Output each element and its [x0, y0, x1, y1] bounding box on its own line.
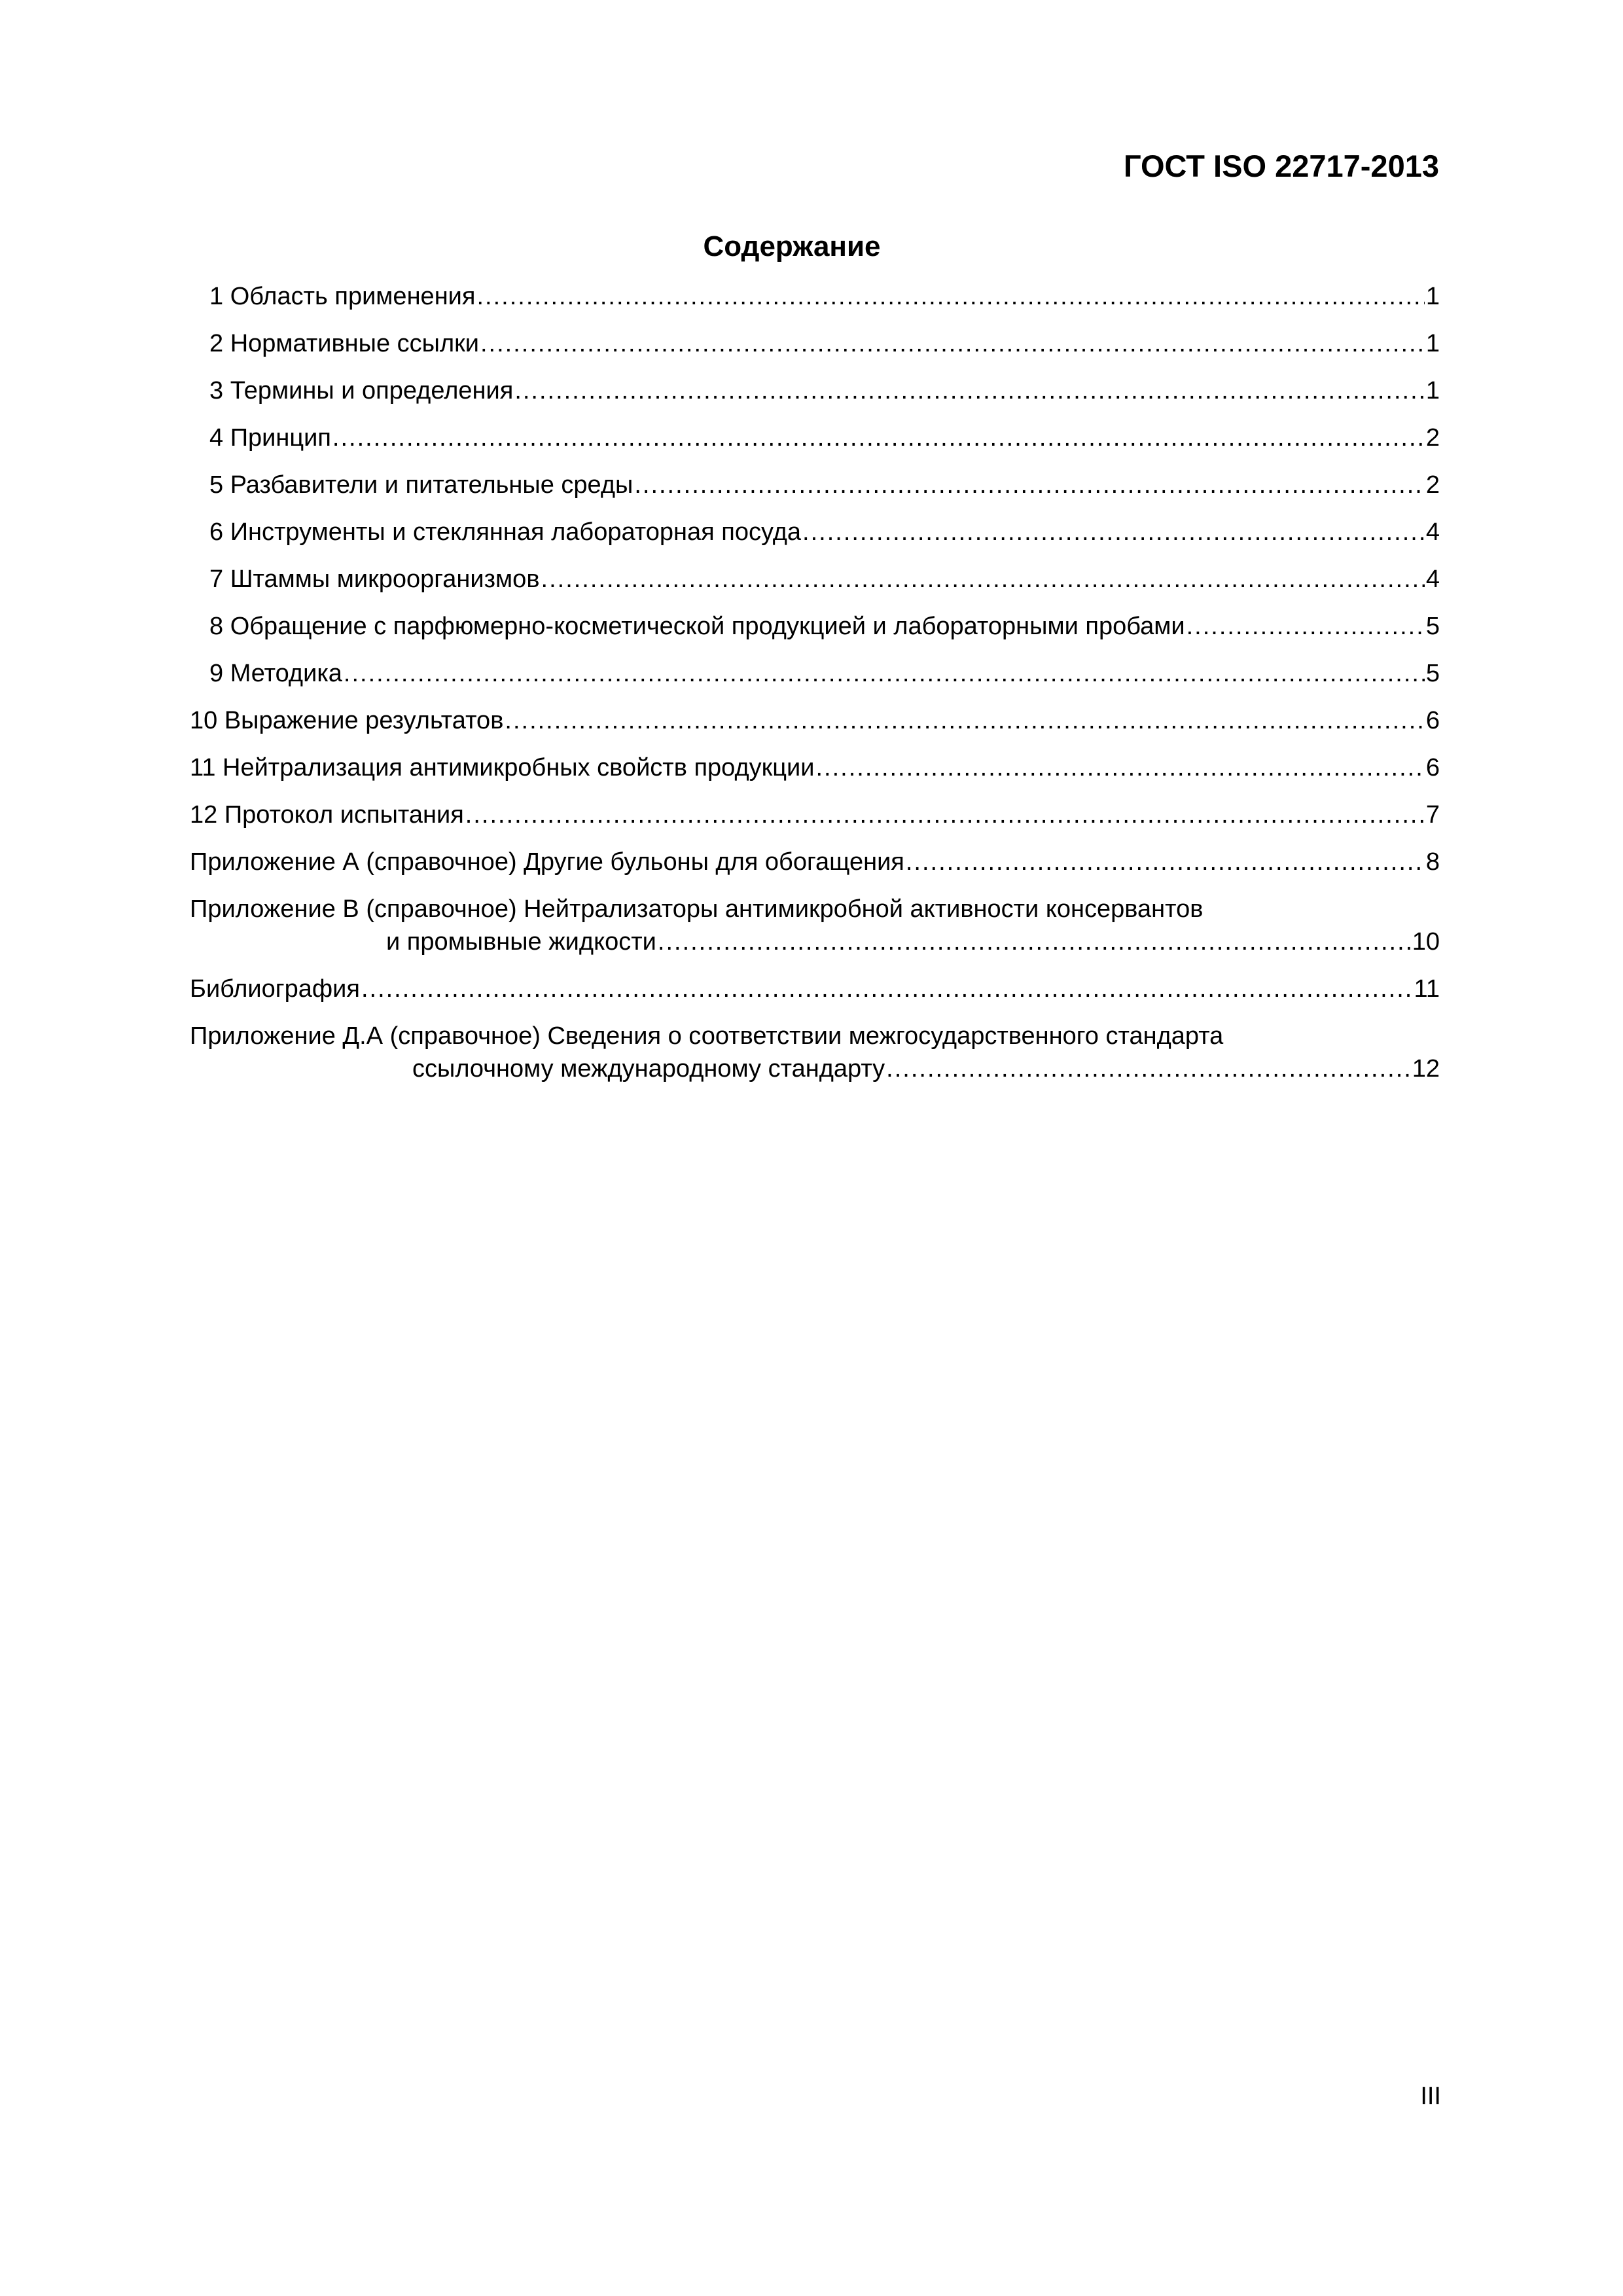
toc-title: Содержание [703, 230, 881, 262]
toc-entry-page: 2 [1425, 471, 1440, 499]
toc-entry-title: 7 Штаммы микроорганизмов [209, 565, 540, 593]
toc-entry[interactable] [190, 563, 1440, 596]
toc-entry[interactable] [190, 704, 1440, 737]
toc-entry[interactable] [190, 610, 1440, 643]
toc-entry-page: 1 [1425, 330, 1440, 357]
toc-entry-page: 1 [1425, 377, 1440, 404]
toc-entry-page: 6 [1425, 707, 1440, 734]
toc-entry-page: 5 [1425, 613, 1440, 640]
toc-entry[interactable] [190, 1020, 1440, 1085]
toc-entry[interactable] [190, 893, 1440, 958]
document-code: ГОСТ ISO 22717-2013 [1123, 149, 1439, 183]
leader-dots [476, 280, 1424, 313]
toc-entry-title: 11 Нейтрализация антимикробных свойств продукции [190, 754, 815, 781]
toc-entry-title: 10 Выражение результатов [190, 707, 504, 734]
toc-entry-title: 9 Методика [209, 660, 342, 687]
toc-entry[interactable] [190, 657, 1440, 690]
leader-dots [658, 925, 1411, 958]
toc-entry-title: 2 Нормативные ссылки [209, 330, 479, 357]
toc-entry-page: 10 [1412, 928, 1440, 956]
leader-dots [815, 751, 1424, 784]
leader-dots [514, 374, 1425, 407]
toc-entry[interactable] [190, 516, 1440, 548]
toc-entry-page: 12 [1412, 1055, 1440, 1083]
toc-entry-title: 12 Протокол испытания [190, 801, 464, 829]
toc-entry-page: 2 [1425, 424, 1440, 452]
toc-entry[interactable] [190, 469, 1440, 501]
toc-entry-title: Приложение В (справочное) Нейтрализаторы антимикробной активности консервантов [190, 895, 1204, 923]
toc-entry-page: 6 [1425, 754, 1440, 781]
toc-entry-page: 5 [1425, 660, 1440, 687]
toc-entry-page: 4 [1425, 565, 1440, 593]
toc-entry[interactable] [190, 422, 1440, 454]
toc-entry-page: 11 [1414, 975, 1440, 1003]
toc-entry[interactable] [190, 846, 1440, 878]
leader-dots [886, 1052, 1411, 1085]
toc-entry-title: Приложение Д.А (справочное) Сведения о соответствии межгосударственного стандарта [190, 1022, 1224, 1050]
leader-dots [802, 516, 1425, 548]
toc-entry[interactable] [190, 374, 1440, 407]
leader-dots [465, 798, 1425, 831]
leader-dots [1186, 610, 1425, 643]
leader-dots [344, 657, 1425, 690]
toc-entry-title: 8 Обращение с парфюмерно-косметической продукцией и лабораторными пробами [209, 613, 1185, 640]
toc-entry-title: 1 Область применения [209, 283, 476, 310]
leader-dots [541, 563, 1425, 596]
leader-dots [906, 846, 1425, 878]
toc-entry[interactable] [190, 280, 1440, 313]
toc-entry-title: 6 Инструменты и стеклянная лабораторная посуда [209, 518, 802, 546]
toc-entry[interactable] [190, 751, 1440, 784]
toc-entry-title: Приложение А (справочное) Другие бульоны для обогащения [190, 848, 904, 876]
toc-entry-title: 3 Термины и определения [209, 377, 514, 404]
toc-entry-title: Библиография [190, 975, 360, 1003]
toc-entry-page: 7 [1425, 801, 1440, 829]
toc-entry-title-continuation: ссылочному международному стандарту [412, 1055, 885, 1083]
page-number: III [1420, 2083, 1441, 2110]
leader-dots [361, 973, 1413, 1005]
toc-entry-page: 8 [1425, 848, 1440, 876]
toc-entry-page: 1 [1425, 283, 1440, 310]
toc-entry-title-continuation: и промывные жидкости [386, 928, 656, 956]
table-of-contents [190, 280, 1440, 1100]
toc-entry[interactable] [190, 327, 1440, 360]
leader-dots [480, 327, 1425, 360]
toc-entry-page: 4 [1425, 518, 1440, 546]
leader-dots [332, 422, 1425, 454]
toc-entry[interactable] [190, 973, 1440, 1005]
toc-entry[interactable] [190, 798, 1440, 831]
leader-dots [505, 704, 1424, 737]
toc-entry-title: 4 Принцип [209, 424, 331, 452]
leader-dots [634, 469, 1425, 501]
toc-entry-title: 5 Разбавители и питательные среды [209, 471, 633, 499]
